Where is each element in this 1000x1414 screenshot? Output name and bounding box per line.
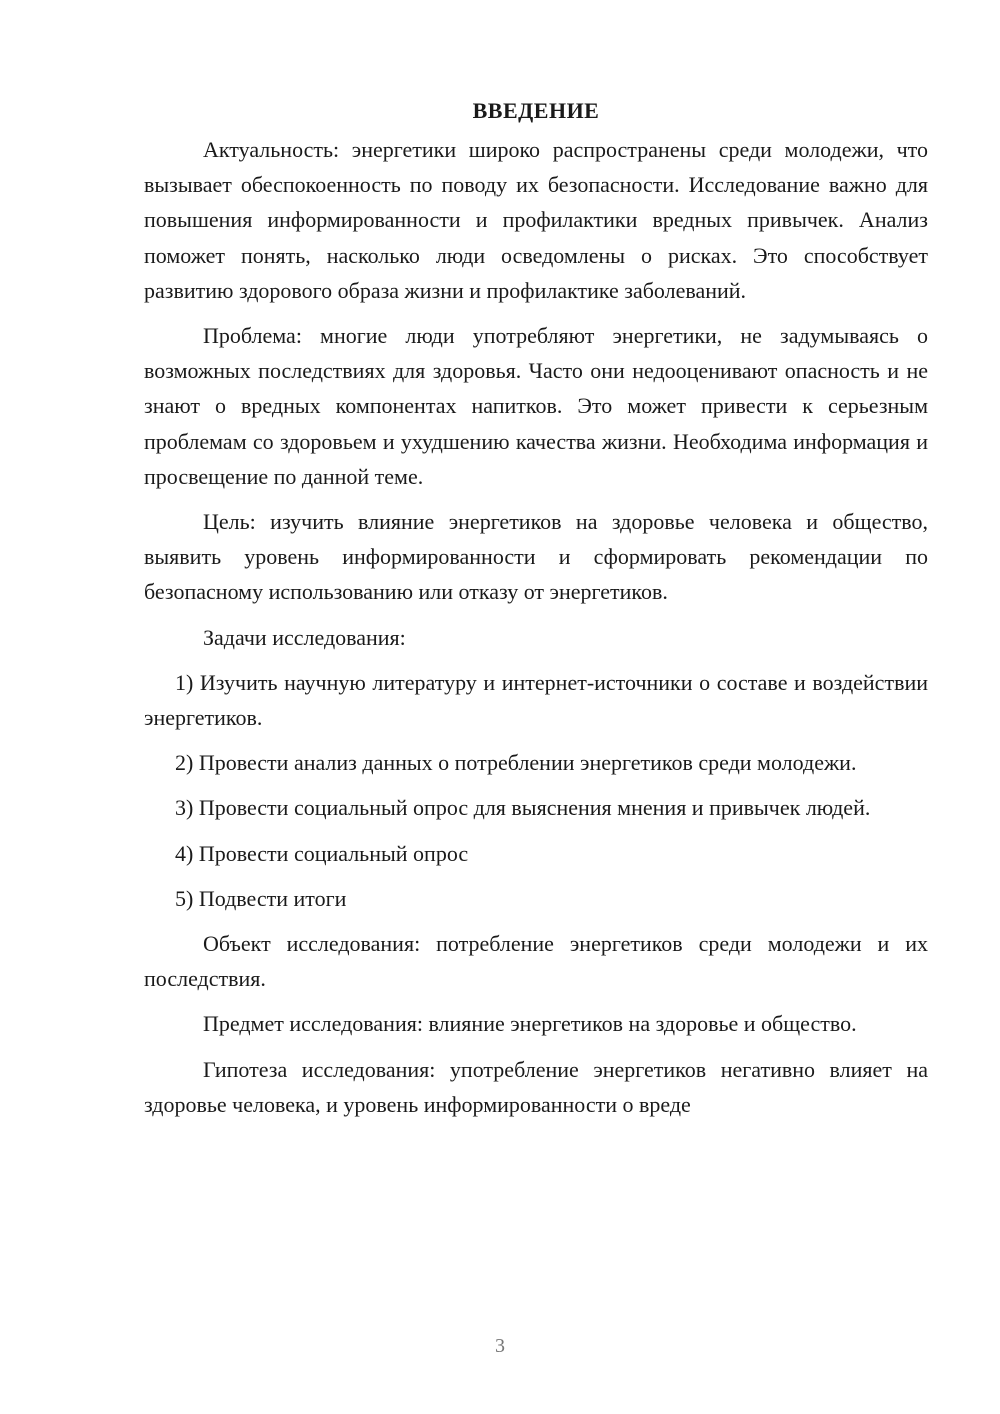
subject-paragraph: Предмет исследования: влияние энергетиков на здоровье и общество. — [203, 1011, 857, 1037]
tasks-heading: Задачи исследования: — [203, 624, 406, 650]
problem-paragraph: Проблема: многие люди употребляют энергетики, не задумываясь о возможных последствиях для здоровья. Часто они недооценивают опасность и не знают о вредных компонентах напитков. Это может привести к серьезным проблемам со здоровьем и ухудшению качества жизни. Необходима информация и просвещение по данной теме. — [144, 323, 928, 489]
task-item-2: 2) Провести анализ данных о потреблении энергетиков среди молодежи. — [175, 750, 857, 776]
relevance-paragraph: Актуальность: энергетики широко распространены среди молодежи, что вызывает обеспокоенность по поводу их безопасности. Исследование важно для повышения информированности и профилактики вредных привычек. Анализ поможет понять, насколько люди осведомлены о рисках. Это способствует развитию здорового образа жизни и профилактике заболеваний. — [144, 137, 928, 303]
page-number: 3 — [495, 1335, 505, 1357]
document-page — [144, 96, 928, 1122]
hypothesis-paragraph: Гипотеза исследования: употребление энергетиков негативно влияет на здоровье человека, и уровень информированности о вреде — [144, 1056, 928, 1117]
goal-paragraph: Цель: изучить влияние энергетиков на здоровье человека и общество, выявить уровень информированности и сформировать рекомендации по безопасному использованию или отказу от энергетиков. — [144, 509, 928, 605]
task-item-5: 5) Подвести итоги — [175, 885, 347, 911]
section-title: ВВЕДЕНИЕ — [472, 98, 600, 123]
task-item-1: 1) Изучить научную литературу и интернет-источники о составе и воздействии энергетиков. — [144, 669, 928, 731]
task-item-3: 3) Провести социальный опрос для выяснения мнения и привычек людей. — [175, 795, 871, 821]
task-item-4: 4) Провести социальный опрос — [175, 840, 469, 866]
object-paragraph: Объект исследования: потребление энергетиков среди молодежи и их последствия. — [144, 931, 928, 992]
